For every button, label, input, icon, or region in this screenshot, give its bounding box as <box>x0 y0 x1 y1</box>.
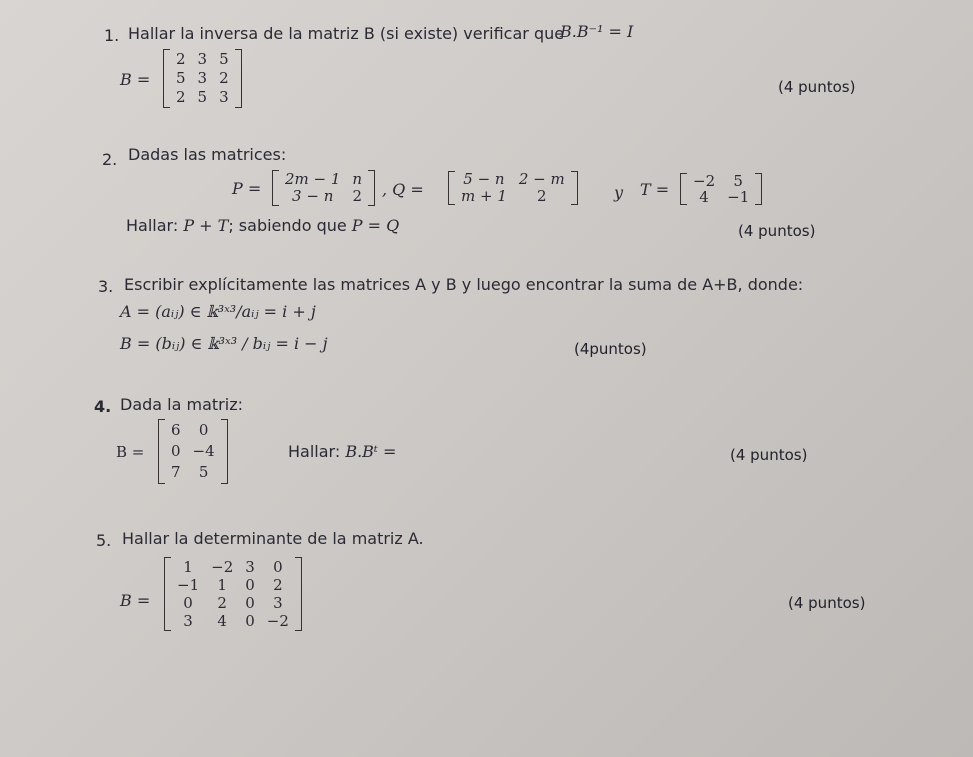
matrix-cell: 5 − n <box>463 170 505 188</box>
question-2-condition: P = Q <box>351 216 400 235</box>
question-4-number: 4. <box>94 397 112 416</box>
question-3-b-definition: B = (bᵢⱼ) ∈ 𝕜³ˣ³ / bᵢⱼ = i − j <box>120 334 328 353</box>
matrix-cell: 0 <box>245 576 255 594</box>
matrix-cell: 5 <box>733 172 743 190</box>
matrix-cell: 1 <box>183 558 193 576</box>
matrix-cell: 2 <box>352 187 363 205</box>
matrix-cell: 0 <box>198 421 209 439</box>
question-4-formula: B.Bᵗ = <box>345 442 397 461</box>
question-3-number: 3. <box>98 277 114 296</box>
matrix-cell: 2 <box>537 187 547 205</box>
question-5-points: (4 puntos) <box>788 594 866 612</box>
question-5-text: Hallar la determinante de la matriz A. <box>122 529 424 548</box>
question-2-hallar-formula: P + T <box>183 216 229 235</box>
question-2-p-label: P = <box>232 179 262 198</box>
question-3-a-definition: A = (aᵢⱼ) ∈ 𝕜³ˣ³/aᵢⱼ = i + j <box>120 302 316 321</box>
question-2-y: y <box>614 183 624 202</box>
matrix-cell: 2 <box>176 88 186 106</box>
matrix-cell: 3 <box>273 594 283 612</box>
question-1-text: Hallar la inversa de la matriz B (si existe) verificar que <box>128 24 565 43</box>
matrix-cell: 2 <box>273 576 283 594</box>
matrix-cell: 3 − n <box>292 187 334 205</box>
question-1-points: (4 puntos) <box>778 78 856 96</box>
matrix-cell: −2 <box>211 558 234 576</box>
matrix-cell: −2 <box>693 172 716 190</box>
matrix-cell: 1 <box>217 576 227 594</box>
matrix-cell: 4 <box>699 188 709 206</box>
matrix-cell: 5 <box>219 50 229 68</box>
question-1-number: 1. <box>104 26 120 45</box>
question-2-t-label: T = <box>640 180 670 199</box>
question-2-hallar-label: Hallar: <box>126 216 179 235</box>
matrix-cell: n <box>352 170 363 188</box>
question-1-matrix-label: B = <box>120 70 151 89</box>
question-4-matrix-label: B = <box>116 443 145 461</box>
matrix-cell: 6 <box>171 421 181 439</box>
question-2-number: 2. <box>102 150 118 169</box>
question-5-number: 5. <box>96 531 112 550</box>
matrix-cell: 3 <box>245 558 255 576</box>
matrix-cell: 2m − 1 <box>285 170 341 188</box>
question-1-formula: B.B⁻¹ = I <box>560 22 634 41</box>
question-3-points: (4puntos) <box>574 340 647 358</box>
question-2-text: Dadas las matrices: <box>128 145 287 164</box>
question-4-hallar-label: Hallar: <box>288 442 341 461</box>
matrix-cell: 4 <box>217 612 227 630</box>
matrix-cell: −1 <box>177 576 200 594</box>
question-2-sabiendo: ; sabiendo que <box>228 216 347 235</box>
matrix-cell: −2 <box>266 612 289 630</box>
matrix-cell: −1 <box>727 188 750 206</box>
question-2-hallar <box>126 216 399 235</box>
question-4-matrix <box>158 419 228 484</box>
question-2-matrix-p <box>272 170 375 206</box>
question-4-text: Dada la matriz: <box>120 395 243 414</box>
matrix-cell: 0 <box>245 594 255 612</box>
question-2-matrix-q <box>448 171 578 205</box>
matrix-cell: 7 <box>171 463 181 481</box>
matrix-cell: m + 1 <box>461 187 507 205</box>
matrix-cell: 0 <box>273 558 283 576</box>
question-5-matrix <box>164 557 302 631</box>
matrix-cell: 2 <box>219 69 229 87</box>
matrix-cell: 0 <box>245 612 255 630</box>
question-2-matrix-t <box>680 173 762 205</box>
matrix-cell: 0 <box>183 594 193 612</box>
matrix-cell: 3 <box>197 50 208 68</box>
question-1-matrix <box>163 49 242 108</box>
matrix-cell: 2 <box>176 50 186 68</box>
matrix-cell: 0 <box>171 442 181 460</box>
question-5-matrix-label: B = <box>120 591 151 610</box>
matrix-cell: 5 <box>198 463 209 481</box>
matrix-cell: 3 <box>197 69 208 87</box>
matrix-cell: 3 <box>183 612 193 630</box>
matrix-cell: 5 <box>176 69 186 87</box>
matrix-cell: −4 <box>192 442 215 460</box>
question-3-text: Escribir explícitamente las matrices A y B y luego encontrar la suma de A+B, donde: <box>124 275 804 294</box>
matrix-cell: 2 − m <box>518 170 565 188</box>
question-2-q-label: , Q = <box>382 180 424 199</box>
matrix-cell: 5 <box>197 88 208 106</box>
matrix-cell: 3 <box>219 88 229 106</box>
question-4-hallar <box>288 442 396 461</box>
question-4-points: (4 puntos) <box>730 446 808 464</box>
matrix-cell: 2 <box>217 594 227 612</box>
question-2-points: (4 puntos) <box>738 222 816 240</box>
